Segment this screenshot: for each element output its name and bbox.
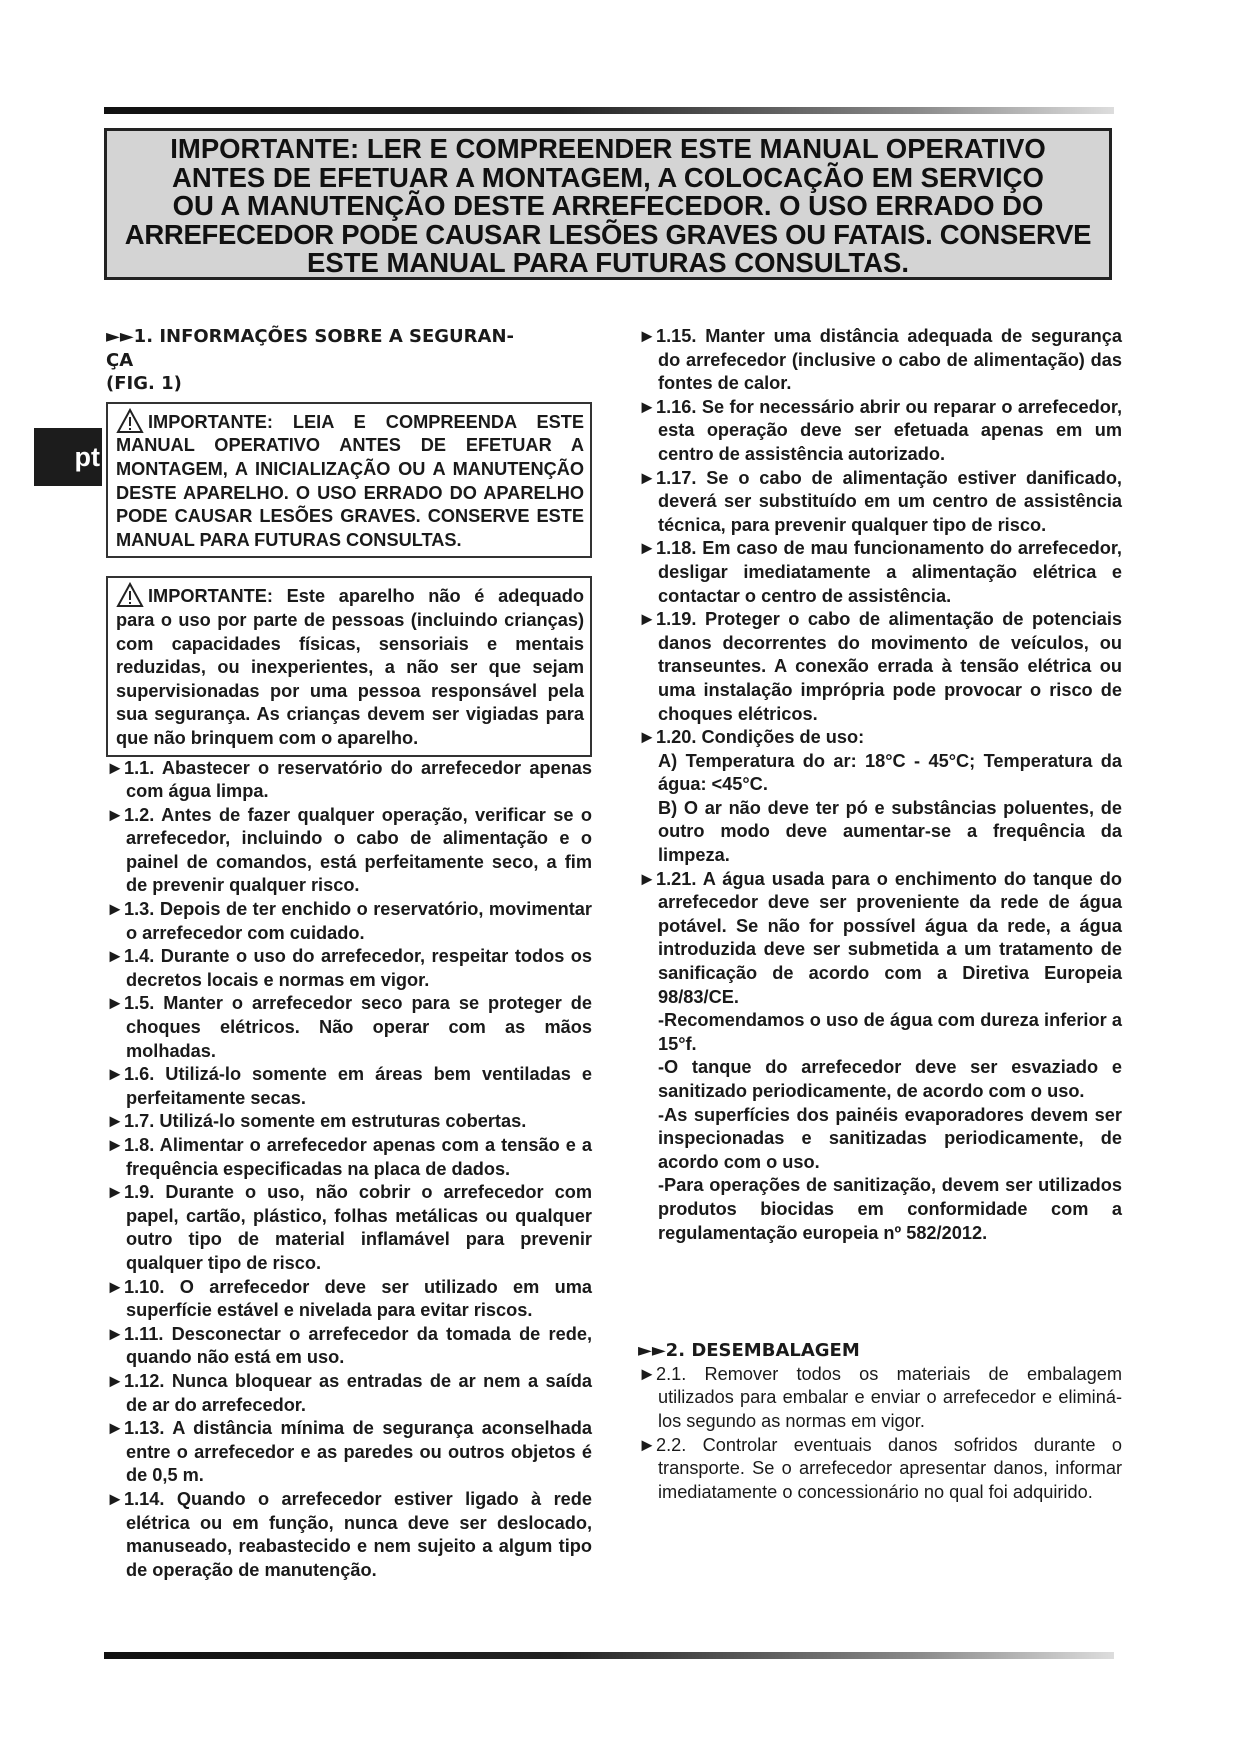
list-item: ►1.8. Alimentar o arrefecedor apenas com a tensão e a frequência especificadas na placa de dados.: [106, 1135, 592, 1179]
list-item: ►1.6. Utilizá-lo somente em áreas bem ventiladas e perfeitamente secas.: [106, 1064, 592, 1108]
warning-box-1: [106, 402, 592, 559]
banner-line: IMPORTANTE: LER E COMPREENDER ESTE MANUAL OPERATIVO: [170, 133, 1046, 164]
list-item: ►1.21. A água usada para o enchimento do tanque do arrefecedor deve ser proveniente da rede de água potável. Se não for possível água da rede, a água introduzida deve ser submetida a um tratamento de sanificação de acordo com a Diretiva Europeia 98/83/CE.: [638, 868, 1122, 1007]
list-item: ►1.19. Proteger o cabo de alimentação de potenciais danos decorrentes do movimento de veículos, ou transeuntes. A conexão errada à tensão elétrica ou uma instalação imprópria pode provocar o risco de choques elétricos.: [638, 609, 1122, 724]
sub-item: A) Temperatura do ar: 18°C - 45°C; Temperatura da água: <45°C.: [658, 750, 1122, 795]
banner-line: ESTE MANUAL PARA FUTURAS CONSULTAS.: [307, 247, 909, 278]
list-item: ►1.16. Se for necessário abrir ou reparar o arrefecedor, esta operação deve ser efetuada apenas em um centro de assistência autorizado.: [638, 396, 1122, 464]
warning-1-text: IMPORTANTE: LEIA E COMPREENDA ESTE MANUAL OPERATIVO ANTES DE EFETUAR A MONTAGEM, A INICIALIZAÇÃO OU A MANUTENÇÃO DESTE APARELHO. O USO ERRADO DO APARELHO PODE CAUSAR LESÕES GRAVES. CONSERVE ESTE MANUAL PARA FUTURAS CONSULTAS.: [116, 411, 584, 550]
section1-heading-line: ÇA: [106, 349, 134, 371]
list-item: ►1.3. Depois de ter enchido o reservatório, movimentar o arrefecedor com cuidado.: [106, 899, 592, 943]
list-item: ►1.11. Desconectar o arrefecedor da tomada de rede, quando não está em uso.: [106, 1323, 592, 1368]
list-item: ►2.1. Remover todos os materiais de embalagem utilizados para embalar e enviar o arrefecedor e eliminá-los segundo as normas em vigor.: [638, 1363, 1122, 1431]
list-item: ►1.14. Quando o arrefecedor estiver ligado à rede elétrica ou em função, nunca deve ser deslocado, manuseado, reabastecido e nem sujeito a algum tipo de operação de manutenção.: [106, 1488, 592, 1580]
list-item: ►1.18. Em caso de mau funcionamento do arrefecedor, desligar imediatamente a alimentação elétrica e contactar o centro de assistência.: [638, 538, 1122, 606]
warning-box-2: [106, 576, 592, 756]
left-column: [106, 325, 592, 1582]
list-item: ►1.2. Antes de fazer qualquer operação, verificar se o arrefecedor, incluindo o cabo de alimentação e o painel de comandos, está perfeitamente seco, a fim de prevenir qualquer risco.: [106, 804, 592, 896]
important-banner: [104, 128, 1112, 280]
list-item: ►1.5. Manter o arrefecedor seco para se proteger de choques elétricos. Não operar com as mãos molhadas.: [106, 993, 592, 1061]
section1-heading-line: (FIG. 1): [106, 373, 182, 395]
list-item: ►1.9. Durante o uso, não cobrir o arrefecedor com papel, cartão, plástico, folhas metálicas ou qualquer outro tipo de material inflamável para prevenir qualquer tipo de risco.: [106, 1182, 592, 1273]
list-item: ►1.20. Condições de uso:: [638, 727, 865, 748]
list-item: ►1.10. O arrefecedor deve ser utilizado em uma superfície estável e nivelada para evitar riscos.: [106, 1276, 592, 1321]
list-item: ►2.2. Controlar eventuais danos sofridos durante o transporte. Se o arrefecedor apresentar danos, informar imediatamente o concessionário no qual foi adquirido.: [638, 1434, 1122, 1502]
sub-item: -Recomendamos o uso de água com dureza inferior a 15°f.: [658, 1010, 1122, 1054]
list-item: ►1.13. A distância mínima de segurança aconselhada entre o arrefecedor e as paredes ou outros objetos é de 0,5 m.: [106, 1418, 592, 1486]
language-tab: pt: [34, 428, 102, 486]
banner-line: OU A MANUTENÇÃO DESTE ARREFECEDOR. O USO ERRADO DO: [172, 190, 1044, 221]
bottom-rule: [104, 1652, 1114, 1659]
list-item: ►1.4. Durante o uso do arrefecedor, respeitar todos os decretos locais e normas em vigor.: [106, 946, 592, 990]
top-rule: [104, 107, 1114, 114]
section1-heading: [106, 325, 592, 396]
warning-2-text: IMPORTANTE: Este aparelho não é adequado para o uso por parte de pessoas (incluindo crianças) com capacidades físicas, sensoriais e mentais reduzidas, ou inexperientes, a não ser que sejam supervisionadas por uma pessoa responsável pela sua segurança. As crianças devem ser vigiadas para que não brinquem com o aparelho.: [116, 586, 584, 748]
list-item: ►1.7. Utilizá-lo somente em estruturas cobertas.: [106, 1111, 527, 1132]
banner-line: ARREFECEDOR PODE CAUSAR LESÕES GRAVES OU FATAIS. CONSERVE: [124, 218, 1092, 250]
warning-triangle-icon: [116, 582, 144, 608]
section2-heading: ►►2. DESEMBALAGEM: [638, 1340, 860, 1362]
sub-item: B) O ar não deve ter pó e substâncias poluentes, de outro modo deve aumentar-se a frequência da limpeza.: [658, 797, 1122, 866]
sub-item: -As superfícies dos painéis evaporadores devem ser inspecionadas e sanitizadas periodicamente, de acordo com o uso.: [658, 1104, 1122, 1172]
list-item: ►1.1. Abastecer o reservatório do arrefecedor apenas com água limpa.: [106, 757, 592, 802]
warning-triangle-icon: [116, 408, 144, 434]
sub-item: -O tanque do arrefecedor deve ser esvaziado e sanitizado periodicamente, de acordo com o uso.: [658, 1057, 1122, 1101]
section1-heading-line: ►►1. INFORMAÇÕES SOBRE A SEGURAN-: [106, 326, 514, 347]
list-item: ►1.12. Nunca bloquear as entradas de ar nem a saída de ar do arrefecedor.: [106, 1370, 592, 1415]
sub-item: -Para operações de sanitização, devem ser utilizados produtos biocidas em conformidade com a regulamentação europeia nº 582/2012.: [658, 1175, 1122, 1243]
list-item: ►1.15. Manter uma distância adequada de segurança do arrefecedor (inclusive o cabo de alimentação) das fontes de calor.: [638, 326, 1122, 394]
right-column: [638, 325, 1122, 1504]
banner-line: ANTES DE EFETUAR A MONTAGEM, A COLOCAÇÃO EM SERVIÇO: [172, 161, 1044, 193]
list-item: ►1.17. Se o cabo de alimentação estiver danificado, deverá ser substituído em um centro de assistência técnica, para prevenir qualquer tipo de risco.: [638, 467, 1122, 535]
